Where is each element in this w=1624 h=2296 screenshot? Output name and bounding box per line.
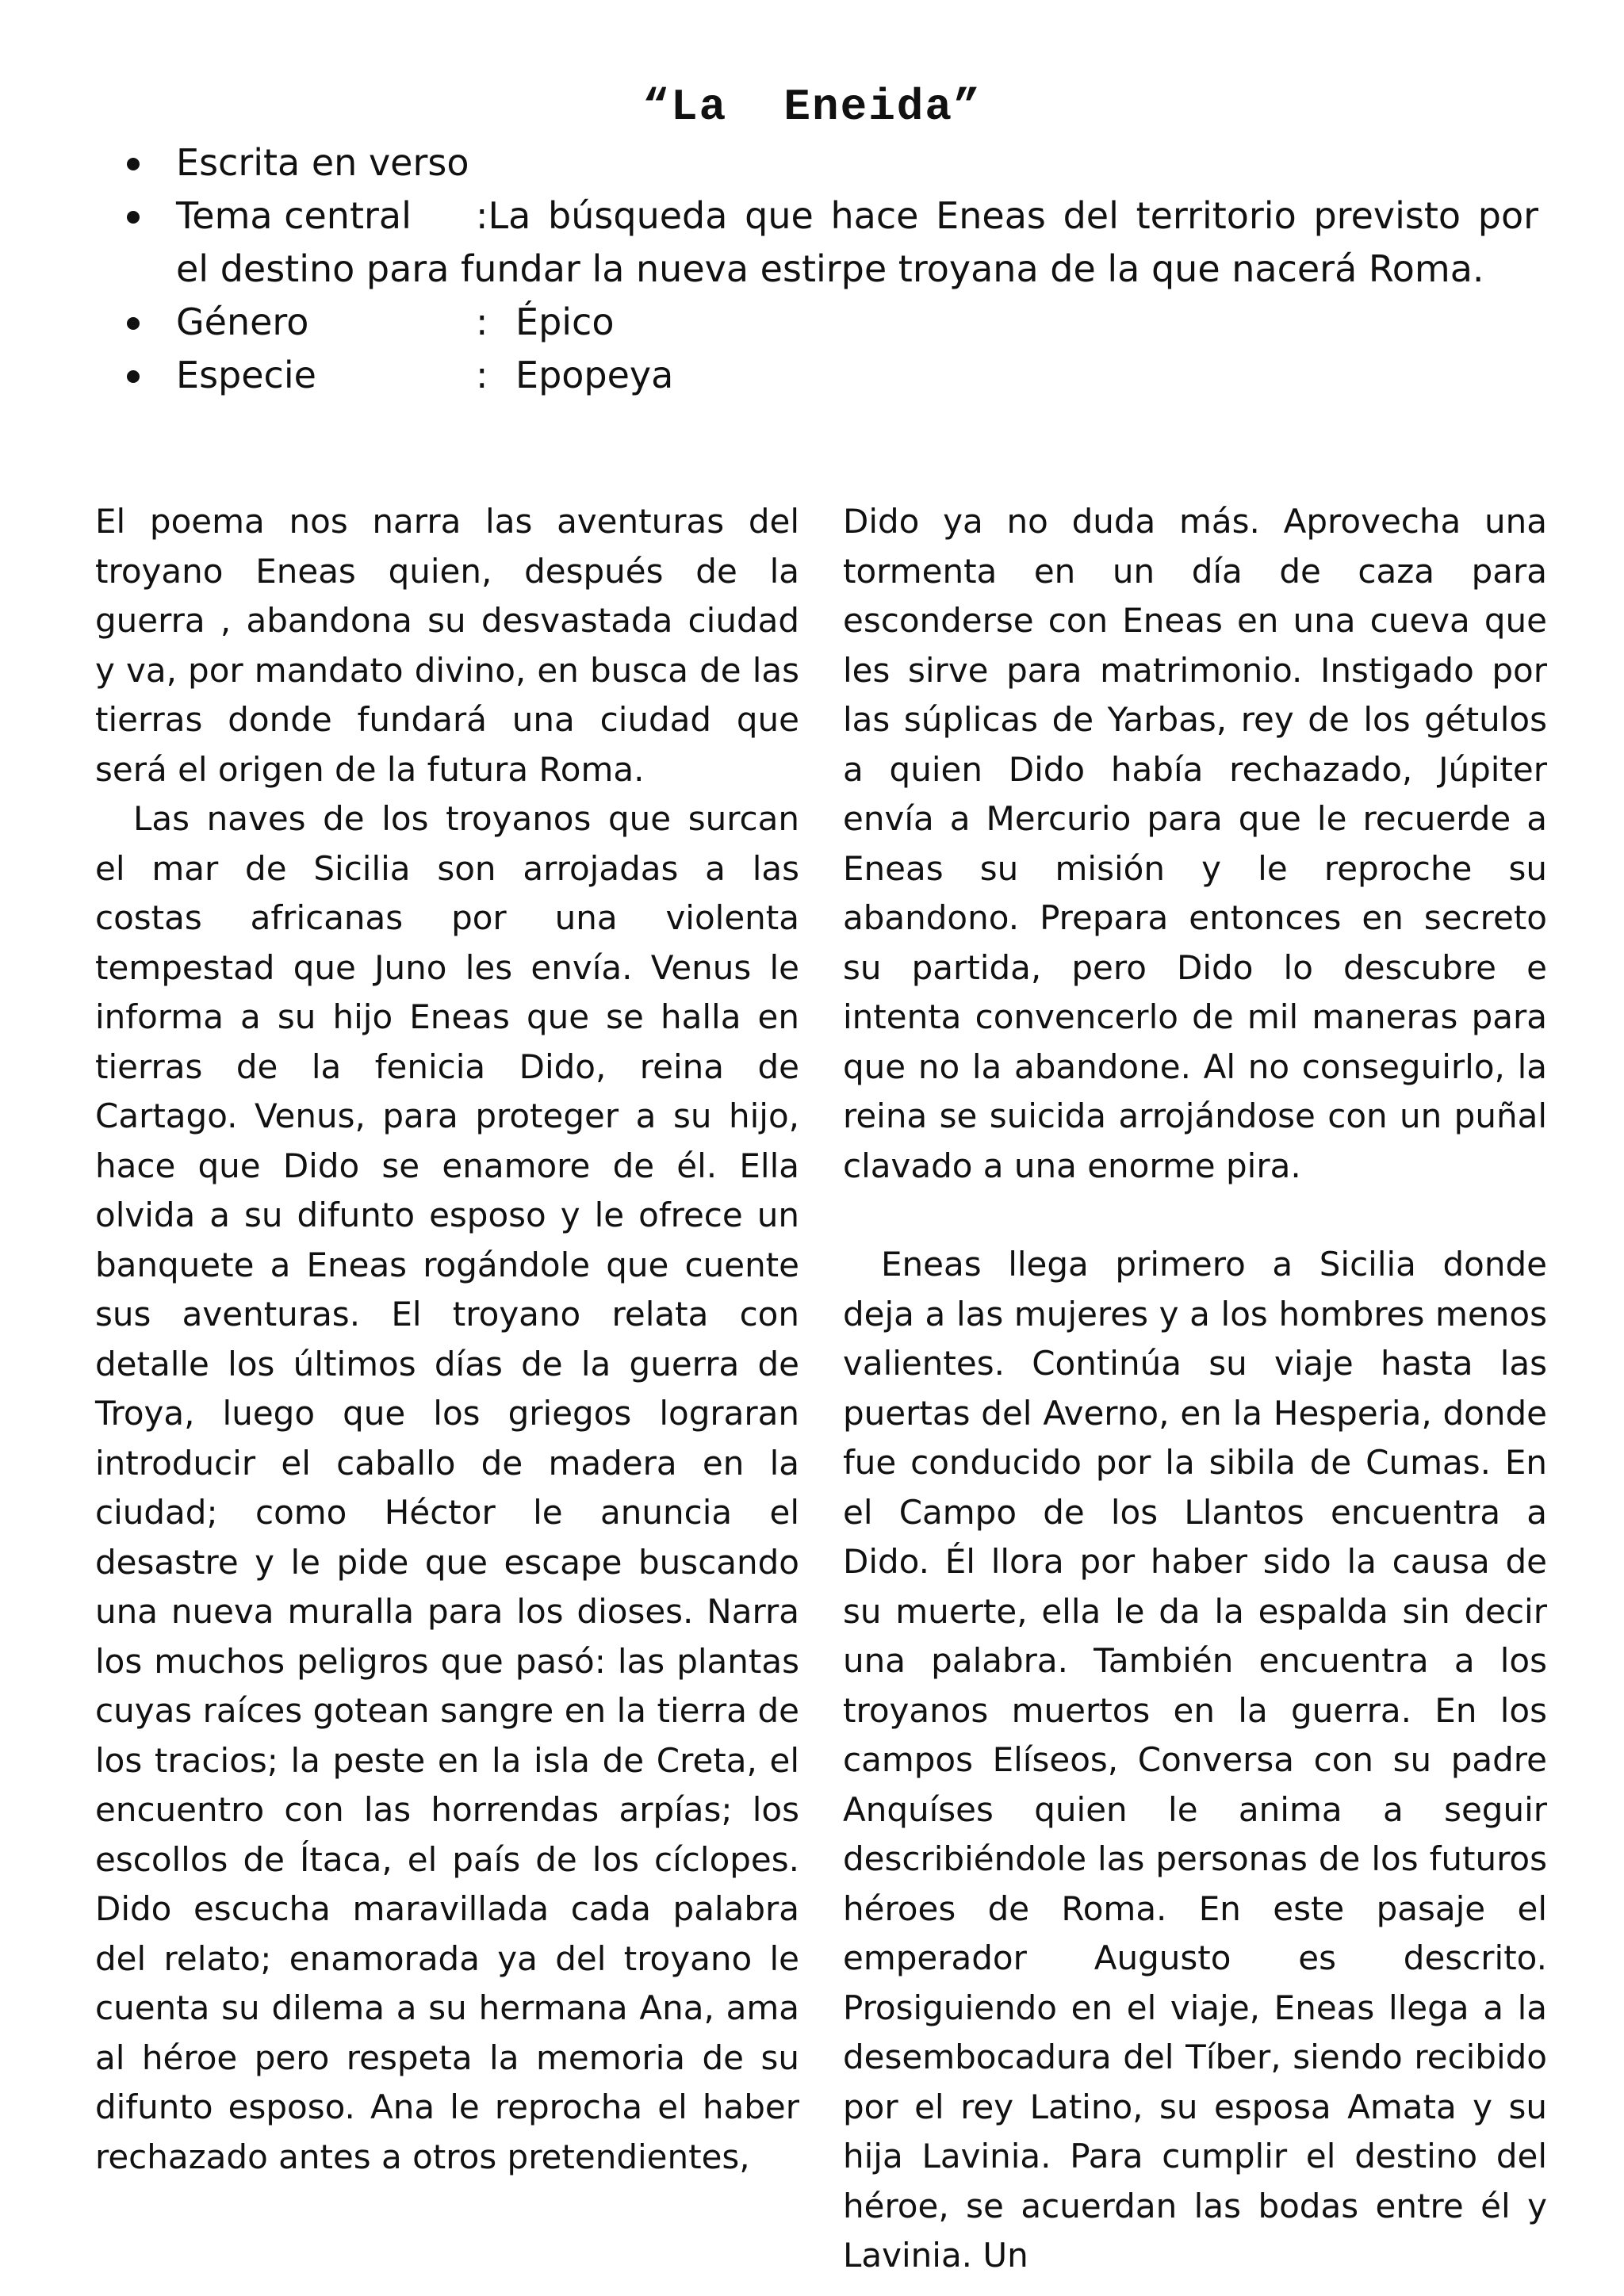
document-title: “La Eneida”	[642, 82, 982, 132]
bullet-dot-icon	[127, 158, 140, 170]
bullet-value: Epopeya	[515, 354, 674, 396]
bullet-item-genero	[127, 296, 1538, 349]
bullet-dot-icon	[127, 211, 140, 224]
bullet-label: Género	[176, 300, 309, 343]
right-text-column	[843, 497, 1547, 2281]
paragraph: Las naves de los troyanos que surcan el mar de Sicilia son arrojadas a las costas africanas por una violenta tempestad que Juno les envía. Venus le informa a su hijo Eneas que se halla en tierras de la fenicia Dido, reina de Cartago. Venus, para proteger a su hijo, hace que Dido se enamore de él. Ella olvida a su difunto esposo y le ofrece un banquete a Eneas rogándole que cuente sus aventuras. El troyano relata con detalle los últimos días de la guerra de Troya, luego que los griegos lograran introducir el caballo de madera en la ciudad; como Héctor le anuncia el desastre y le pide que escape buscando una nueva muralla para los dioses. Narra los muchos peligros que pasó: las plantas cuyas raíces gotean sangre en la tierra de los tracios; la peste en la isla de Creta, el encuentro con las horrendas arpías; los escollos de Ítaca, el país de los cíclopes. Dido escucha maravillada cada palabra del relato; enamorada ya del troyano le cuenta su dilema a su hermana Ana, ama al héroe pero respeta la memoria de su difunto esposo. Ana le reprocha el haber rechazado antes a otros pretendientes,	[95, 799, 799, 2176]
bullet-separator: :	[476, 354, 488, 396]
bullet-dot-icon	[127, 317, 140, 330]
paragraph: Dido ya no duda más. Aprovecha una tormenta en un día de caza para esconderse con Eneas en una cueva que les sirve para matrimonio. Instigado por las súplicas de Yarbas, rey de los gétulos a quien Dido había rechazado, Júpiter envía a Mercurio para que le recuerde a Eneas su misión y le reproche su abandono. Prepara entonces en secreto su partida, pero Dido lo descubre e intenta convencerlo de mil maneras para que no la abandone. Al no conseguirlo, la reina se suicida arrojándose con un puñal clavado a una enorme pira.	[843, 502, 1547, 1185]
bullet-separator: :	[476, 194, 488, 237]
bullet-item-verso	[127, 136, 1538, 189]
bullet-separator: :	[476, 300, 488, 343]
left-text-column	[95, 497, 799, 2182]
bullet-item-tema-central	[127, 189, 1538, 296]
bullet-label: Tema central	[176, 194, 412, 237]
bullet-value-continuation: el destino para fundar la nueva estirpe troyana de la que nacerá Roma.	[176, 247, 1484, 290]
bullet-dot-icon	[127, 370, 140, 383]
bullet-label: Especie	[176, 354, 316, 396]
paragraph-spacer	[843, 1191, 1547, 1240]
bullet-item-especie	[127, 349, 1538, 402]
paragraph: Eneas llega primero a Sicilia donde deja a las mujeres y a los hombres menos valientes. Continúa su viaje hasta las puertas del Averno, en la Hesperia, donde fue conducido por la sibila de Cumas. En el Campo de los Llantos encuentra a Dido. Él llora por haber sido la causa de su muerte, ella le da la espalda sin decir una palabra. También encuentra a los troyanos muertos en la guerra. En los campos Elíseos, Conversa con su padre Anquíses quien le anima a seguir describiéndole las personas de los futuros héroes de Roma. En este pasaje el emperador Augusto es descrito. Prosiguiendo en el viaje, Eneas llega a la desembocadura del Tíber, siendo recibido por el rey Latino, su esposa Amata y su hija Lavinia. Para cumplir el destino del héroe, se acuerdan las bodas entre él y Lavinia. Un	[843, 1245, 1547, 2275]
summary-bullet-list	[127, 136, 1538, 402]
bullet-label: Escrita en verso	[176, 141, 469, 184]
paragraph: El poema nos narra las aventuras del troyano Eneas quien, después de la guerra , abandona su desvastada ciudad y va, por mandato divino, en busca de las tierras donde fundará una ciudad que será el origen de la futura Roma.	[95, 502, 799, 789]
bullet-value: Épico	[515, 300, 615, 343]
bullet-value: La búsqueda que hace Eneas del territorio previsto por	[488, 194, 1538, 237]
